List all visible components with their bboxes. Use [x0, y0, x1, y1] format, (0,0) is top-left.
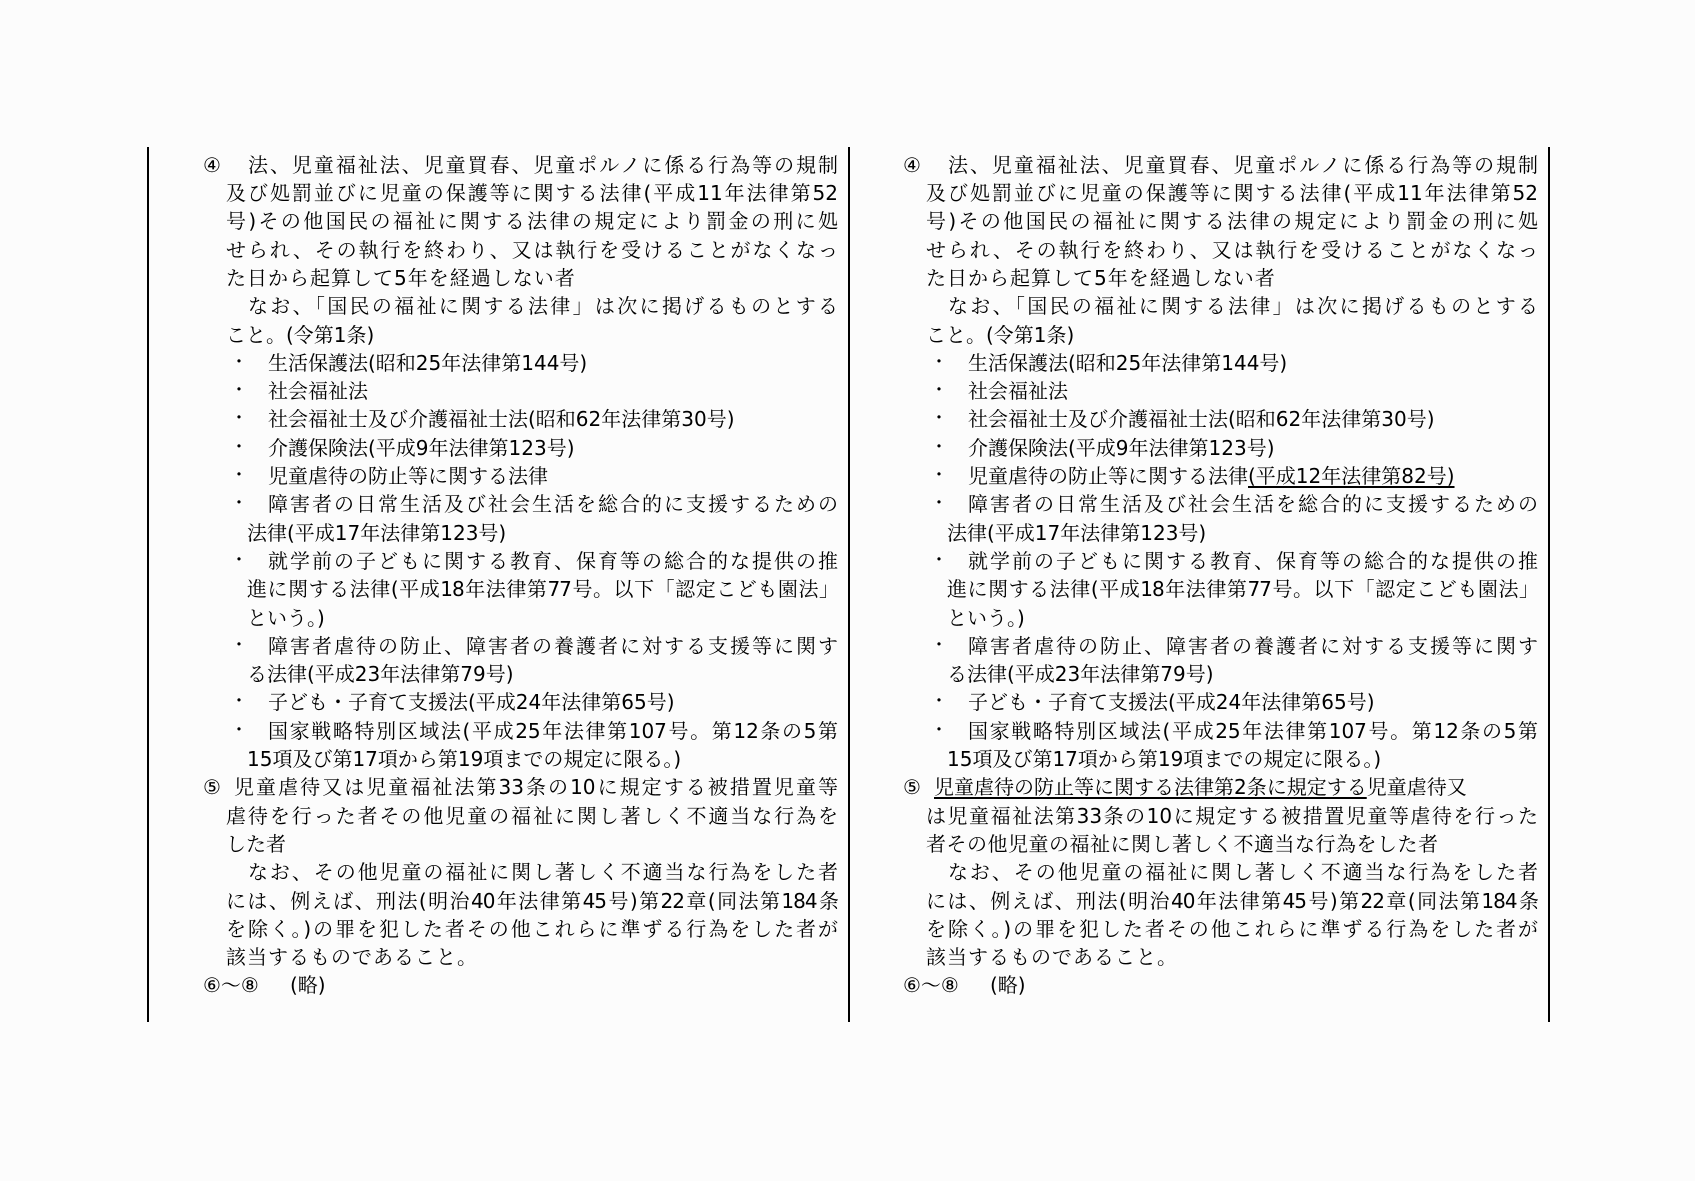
law-name: 児童虐待の防止等に関する法律 — [968, 464, 1248, 488]
bullet-icon: ・ — [230, 352, 248, 373]
item-5-note: 該当するものであること。 — [226, 945, 478, 969]
law-list-item: 障害者の日常生活及び社会生活を総合的に支援するための — [268, 492, 838, 516]
law-list-item: 子ども・子育て支援法(平成24年法律第65号) — [268, 690, 675, 714]
items-6-8-marker: ⑥～⑧ — [903, 973, 959, 997]
item-4-line: せられ、その執行を終わり、又は執行を受けることがなくなっ — [226, 238, 838, 262]
law-list-item-cont: る法律(平成23年法律第79号) — [247, 662, 514, 686]
law-list-item-cont: 法律(平成17年法律第123号) — [247, 521, 507, 545]
item-5-note: には、例えば、刑法(明治40年法律第45号)第22章(同法第184条 — [226, 889, 838, 913]
item-4-note: なお、「国民の福祉に関する法律」は次に掲げるものとする — [948, 294, 1538, 318]
item-5-line: 虐待を行った者その他児童の福祉に関し著しく不適当な行為を — [226, 804, 838, 828]
bullet-icon: ・ — [930, 635, 948, 656]
law-list-item: 障害者虐待の防止、障害者の養護者に対する支援等に関す — [268, 634, 838, 658]
law-list-item: 障害者の日常生活及び社会生活を総合的に支援するための — [968, 492, 1538, 516]
law-list-item: 生活保護法(昭和25年法律第144号) — [268, 351, 588, 375]
item-4-line: 号)その他国民の福祉に関する法律の規定により罰金の刑に処 — [926, 209, 1538, 233]
item-4-line: た日から起算して5年を経過しない者 — [226, 266, 576, 290]
item-5-note: を除く。)の罪を犯した者その他これらに準ずる行為をした者が — [226, 917, 838, 941]
item-4-line: 及び処罰並びに児童の保護等に関する法律(平成11年法律第52 — [926, 181, 1538, 205]
amendment-underline-text: 児童虐待の防止等に関する法律第2条に規定する — [934, 775, 1367, 799]
law-list-item-cont: る法律(平成23年法律第79号) — [947, 662, 1214, 686]
item-4-line: 法、児童福祉法、児童買春、児童ポルノに係る行為等の規制 — [248, 153, 838, 177]
law-list-item-cont: という。) — [247, 606, 325, 630]
bullet-icon: ・ — [930, 720, 948, 741]
bullet-icon: ・ — [230, 550, 248, 571]
item-4-note: こと。(令第1条) — [226, 323, 375, 347]
law-list-item: 社会福祉法 — [268, 379, 368, 403]
law-list-item: 就学前の子どもに関する教育、保育等の総合的な提供の推 — [968, 549, 1538, 573]
law-list-item: 社会福祉法 — [968, 379, 1068, 403]
bullet-icon: ・ — [930, 408, 948, 429]
bullet-icon: ・ — [930, 550, 948, 571]
law-list-item-cont: 15項及び第17項から第19項までの規定に限る。) — [247, 747, 682, 771]
item-5-line: した者 — [226, 832, 286, 856]
law-list-item-cont: 法律(平成17年法律第123号) — [947, 521, 1207, 545]
item-5-line-rest: 児童虐待又 — [1366, 775, 1467, 799]
law-list-item: 社会福祉士及び介護福祉士法(昭和62年法律第30号) — [968, 407, 1435, 431]
bullet-icon: ・ — [930, 380, 948, 401]
law-list-item-amended — [968, 462, 1455, 490]
items-6-8-marker: ⑥～⑧ — [203, 973, 259, 997]
bullet-icon: ・ — [930, 493, 948, 514]
bullet-icon: ・ — [930, 352, 948, 373]
law-list-item: 就学前の子どもに関する教育、保育等の総合的な提供の推 — [268, 549, 838, 573]
item-5-line-amended — [934, 773, 1467, 801]
item-5-note: なお、その他児童の福祉に関し著しく不適当な行為をした者 — [248, 860, 838, 884]
bullet-icon: ・ — [230, 720, 248, 741]
item-4-line: せられ、その執行を終わり、又は執行を受けることがなくなっ — [926, 238, 1538, 262]
law-list-item: 生活保護法(昭和25年法律第144号) — [968, 351, 1288, 375]
law-list-item-cont: という。) — [947, 606, 1025, 630]
law-list-item-cont: 進に関する法律(平成18年法律第77号。以下「認定こども園法」 — [247, 577, 838, 601]
item-4-line: た日から起算して5年を経過しない者 — [926, 266, 1276, 290]
item-5-note: なお、その他児童の福祉に関し著しく不適当な行為をした者 — [948, 860, 1538, 884]
item-4-line: 号)その他国民の福祉に関する法律の規定により罰金の刑に処 — [226, 209, 838, 233]
item-4-marker: ④ — [203, 153, 221, 177]
law-list-item: 介護保険法(平成9年法律第123号) — [268, 436, 575, 460]
law-list-item-cont: 進に関する法律(平成18年法律第77号。以下「認定こども園法」 — [947, 577, 1538, 601]
law-list-item: 国家戦略特別区域法(平成25年法律第107号。第12条の5第 — [968, 719, 1538, 743]
bullet-icon: ・ — [230, 465, 248, 486]
law-list-item: 介護保険法(平成9年法律第123号) — [968, 436, 1275, 460]
item-4-marker: ④ — [903, 153, 921, 177]
law-list-item: 障害者虐待の防止、障害者の養護者に対する支援等に関す — [968, 634, 1538, 658]
law-list-item: 社会福祉士及び介護福祉士法(昭和62年法律第30号) — [268, 407, 735, 431]
law-list-item: 子ども・子育て支援法(平成24年法律第65号) — [968, 690, 1375, 714]
bullet-icon: ・ — [230, 437, 248, 458]
item-5-note: 該当するものであること。 — [926, 945, 1178, 969]
item-5-note: には、例えば、刑法(明治40年法律第45号)第22章(同法第184条 — [926, 889, 1538, 913]
item-4-note: なお、「国民の福祉に関する法律」は次に掲げるものとする — [248, 294, 838, 318]
amendment-underline-text: (平成12年法律第82号) — [1248, 464, 1455, 488]
law-list-item: 児童虐待の防止等に関する法律 — [268, 464, 548, 488]
item-4-line: 法、児童福祉法、児童買春、児童ポルノに係る行為等の規制 — [948, 153, 1538, 177]
items-6-8-omitted: (略) — [990, 973, 1026, 997]
bullet-icon: ・ — [930, 465, 948, 486]
item-5-marker: ⑤ — [203, 775, 221, 799]
item-4-line: 及び処罰並びに児童の保護等に関する法律(平成11年法律第52 — [226, 181, 838, 205]
item-5-line: 児童虐待又は児童福祉法第33条の10に規定する被措置児童等 — [234, 775, 838, 799]
bullet-icon: ・ — [930, 691, 948, 712]
items-6-8-omitted: (略) — [290, 973, 326, 997]
item-4-note: こと。(令第1条) — [926, 323, 1075, 347]
bullet-icon: ・ — [230, 691, 248, 712]
item-5-line: 者その他児童の福祉に関し著しく不適当な行為をした者 — [926, 832, 1439, 856]
item-5-note: を除く。)の罪を犯した者その他これらに準ずる行為をした者が — [926, 917, 1538, 941]
bullet-icon: ・ — [230, 493, 248, 514]
item-5-marker: ⑤ — [903, 775, 921, 799]
item-5-line: は児童福祉法第33条の10に規定する被措置児童等虐待を行った — [926, 804, 1538, 828]
bullet-icon: ・ — [930, 437, 948, 458]
law-list-item-cont: 15項及び第17項から第19項までの規定に限る。) — [947, 747, 1382, 771]
bullet-icon: ・ — [230, 408, 248, 429]
law-list-item: 国家戦略特別区域法(平成25年法律第107号。第12条の5第 — [268, 719, 838, 743]
bullet-icon: ・ — [230, 635, 248, 656]
bullet-icon: ・ — [230, 380, 248, 401]
